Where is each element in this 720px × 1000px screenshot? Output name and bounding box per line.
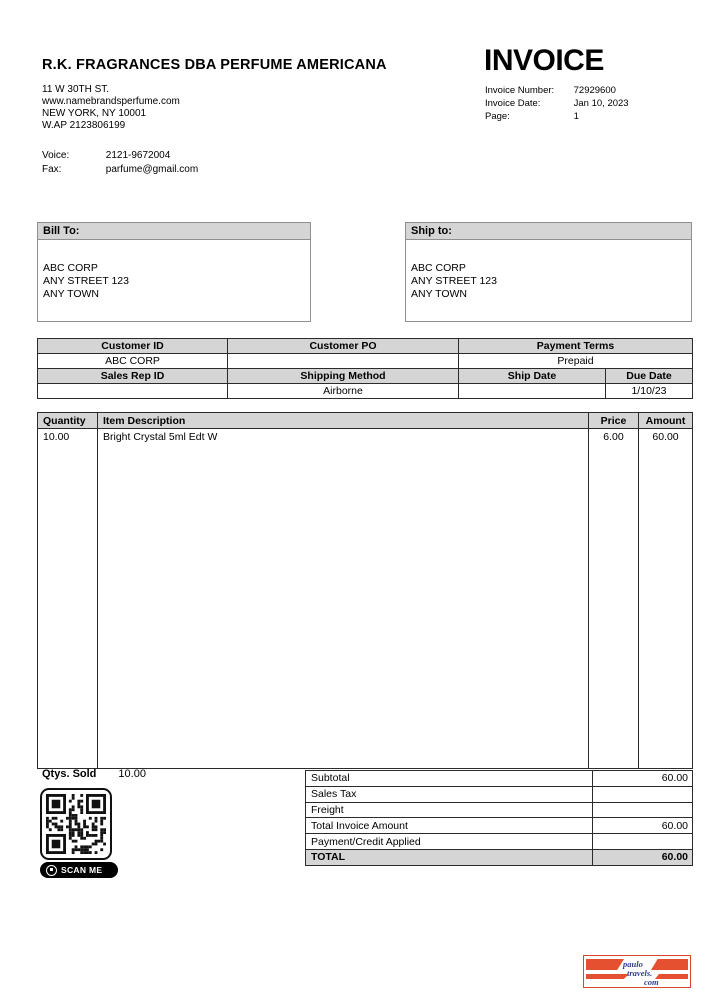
invoice-number-value: 72929600 xyxy=(573,85,616,96)
shipping-method-value: Airborne xyxy=(228,384,459,399)
fax-label: Fax: xyxy=(42,163,62,175)
logo-stripe xyxy=(586,959,624,970)
scan-me-badge xyxy=(40,862,118,878)
address-line: www.namebrandsperfume.com xyxy=(42,96,180,107)
freight-label: Freight xyxy=(306,802,593,818)
ship-to-line: ANY TOWN xyxy=(411,288,468,300)
amount-header: Amount xyxy=(639,413,693,429)
payment-terms-header: Payment Terms xyxy=(459,339,693,354)
sales-rep-header: Sales Rep ID xyxy=(38,369,228,384)
bill-to-line: ANY TOWN xyxy=(43,288,100,300)
bill-to-line: ANY STREET 123 xyxy=(43,275,129,287)
customer-id-header: Customer ID xyxy=(38,339,228,354)
page-value: 1 xyxy=(573,111,579,122)
ship-to-line: ANY STREET 123 xyxy=(411,275,497,287)
freight-row xyxy=(306,802,693,818)
contact-block xyxy=(42,149,198,176)
customer-po-header: Customer PO xyxy=(228,339,459,354)
bill-to-header: Bill To: xyxy=(38,223,310,240)
scan-me-label: SCAN ME xyxy=(61,865,103,875)
shipping-method-header: Shipping Method xyxy=(228,369,459,384)
invoice-number-label: Invoice Number: xyxy=(485,85,555,96)
freight-value xyxy=(593,802,693,818)
ship-to-line: ABC CORP xyxy=(411,262,466,274)
grand-total-value: 60.00 xyxy=(593,849,693,865)
logo-text-line: paulo xyxy=(623,959,643,969)
payment-credit-row xyxy=(306,834,693,850)
sales-tax-label: Sales Tax xyxy=(306,786,593,802)
price-header: Price xyxy=(589,413,639,429)
footer-logo xyxy=(583,955,691,988)
line-items-table xyxy=(37,412,693,769)
qr-code-frame xyxy=(40,788,112,860)
item-quantity: 10.00 xyxy=(38,429,98,769)
qr-scan-icon xyxy=(46,865,57,876)
sales-tax-value xyxy=(593,786,693,802)
ship-date-header: Ship Date xyxy=(459,369,606,384)
description-header: Item Description xyxy=(98,413,589,429)
item-row xyxy=(38,429,693,769)
order-info-header-row xyxy=(38,369,693,384)
grand-total-row xyxy=(306,849,693,865)
order-info-value-row xyxy=(38,384,693,399)
subtotal-value: 60.00 xyxy=(593,771,693,787)
invoice-number-row xyxy=(485,84,629,97)
total-invoice-amount-value: 60.00 xyxy=(593,818,693,834)
qtys-sold-value: 10.00 xyxy=(118,768,146,780)
page-label: Page: xyxy=(485,111,510,122)
item-description: Bright Crystal 5ml Edt W xyxy=(98,429,589,769)
due-date-value: 1/10/23 xyxy=(606,384,693,399)
invoice-date-label: Invoice Date: xyxy=(485,98,541,109)
item-amount: 60.00 xyxy=(639,429,693,769)
logo-stripe xyxy=(586,974,629,979)
voice-value: 2121-9672004 xyxy=(105,150,171,161)
logo-text-line: travels. xyxy=(627,968,653,978)
order-info-header-row xyxy=(38,339,693,354)
ship-date-value xyxy=(459,384,606,399)
contact-row xyxy=(42,163,198,177)
logo-stripe xyxy=(651,959,688,970)
bill-to-address xyxy=(38,240,310,301)
page-row xyxy=(485,110,629,123)
payment-terms-value: Prepaid xyxy=(459,354,693,369)
invoice-date-value: Jan 10, 2023 xyxy=(573,98,629,109)
grand-total-label: TOTAL xyxy=(306,849,593,865)
payment-credit-value xyxy=(593,834,693,850)
order-info-value-row xyxy=(38,354,693,369)
voice-label: Voice: xyxy=(42,150,70,161)
ship-to-box xyxy=(405,222,692,322)
address-line: 11 W 30TH ST. xyxy=(42,84,110,95)
company-name: R.K. FRAGRANCES DBA PERFUME AMERICANA xyxy=(42,57,387,73)
totals-table xyxy=(305,770,693,866)
sales-rep-value xyxy=(38,384,228,399)
customer-id-value: ABC CORP xyxy=(38,354,228,369)
items-header-row xyxy=(38,413,693,429)
fax-value: parfume@gmail.com xyxy=(105,163,199,175)
contact-row xyxy=(42,149,198,163)
qr-code xyxy=(46,794,106,854)
subtotal-row xyxy=(306,771,693,787)
qtys-sold-label: Qtys. Sold xyxy=(42,768,97,780)
payment-credit-label: Payment/Credit Applied xyxy=(306,834,593,850)
company-address xyxy=(42,84,180,132)
item-price: 6.00 xyxy=(589,429,639,769)
invoice-title: INVOICE xyxy=(484,44,604,77)
address-line: W.AP 2123806199 xyxy=(42,120,126,131)
due-date-header: Due Date xyxy=(606,369,693,384)
total-invoice-amount-row xyxy=(306,818,693,834)
address-line: NEW YORK, NY 10001 xyxy=(42,108,147,119)
quantity-header: Quantity xyxy=(38,413,98,429)
bill-to-line: ABC CORP xyxy=(43,262,98,274)
logo-text-line: com xyxy=(644,977,659,987)
qtys-sold xyxy=(42,768,146,780)
order-info-table xyxy=(37,338,693,399)
subtotal-label: Subtotal xyxy=(306,771,593,787)
total-invoice-amount-label: Total Invoice Amount xyxy=(306,818,593,834)
ship-to-header: Ship to: xyxy=(406,223,691,240)
invoice-date-row xyxy=(485,97,629,110)
invoice-meta xyxy=(485,84,629,123)
bill-to-box xyxy=(37,222,311,322)
customer-po-value xyxy=(228,354,459,369)
sales-tax-row xyxy=(306,786,693,802)
ship-to-address xyxy=(406,240,691,301)
logo-stripe xyxy=(655,974,688,979)
